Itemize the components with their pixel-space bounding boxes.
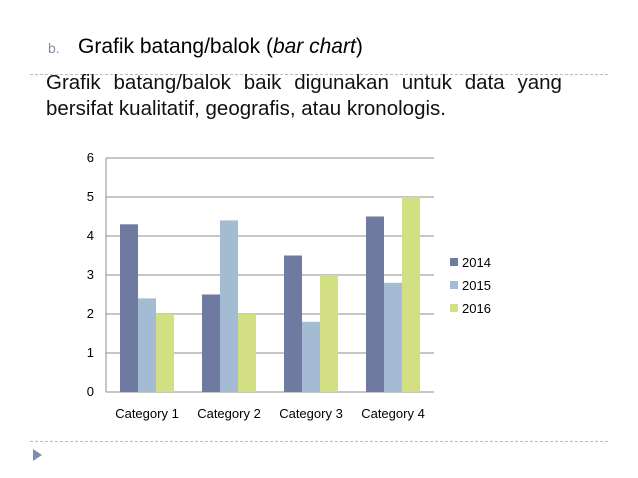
paragraph-word: data [464, 71, 505, 94]
paragraph-word: batang/balok [113, 71, 231, 94]
bottom-divider [30, 441, 608, 442]
heading-prefix: Grafik batang/balok ( [78, 35, 273, 58]
bar-2015 [138, 298, 156, 392]
bar-2015 [220, 220, 238, 392]
y-tick-label: 3 [86, 267, 94, 282]
bar-2015 [302, 322, 320, 392]
bar-2016 [402, 197, 420, 392]
legend-label: 2016 [462, 301, 491, 316]
x-tick-label: Category 4 [361, 406, 425, 421]
bar-2014 [366, 217, 384, 393]
bar-2014 [202, 295, 220, 393]
legend-label: 2015 [462, 278, 491, 293]
paragraph-line-2: bersifat kualitatif, geografis, atau kronologis. [46, 97, 446, 120]
triangle-bullet-icon [33, 449, 42, 461]
legend-swatch [450, 304, 458, 312]
heading-italic: bar chart [272, 35, 356, 58]
y-tick-label: 2 [86, 306, 94, 321]
bar-2014 [284, 256, 302, 393]
legend-swatch [450, 281, 458, 289]
x-tick-label: Category 3 [279, 406, 343, 421]
bullet-letter: b. [48, 40, 60, 56]
legend-label: 2014 [462, 255, 491, 270]
bar-2014 [120, 224, 138, 392]
paragraph-word: untuk [401, 71, 452, 94]
heading-suffix: ) [355, 35, 363, 58]
bar-2016 [238, 314, 256, 392]
paragraph-word: Grafik [46, 71, 101, 94]
x-tick-label: Category 1 [115, 406, 179, 421]
paragraph-word: yang [517, 71, 562, 94]
bar-2016 [156, 314, 174, 392]
bar-2015 [384, 283, 402, 392]
y-tick-label: 6 [86, 150, 94, 165]
paragraph-word: baik [243, 71, 282, 94]
y-tick-label: 1 [86, 345, 94, 360]
x-tick-label: Category 2 [197, 406, 261, 421]
paragraph-word: digunakan [294, 71, 389, 94]
y-tick-label: 0 [86, 384, 94, 399]
bar-2016 [320, 275, 338, 392]
y-tick-label: 4 [86, 228, 94, 243]
legend-swatch [450, 258, 458, 266]
y-tick-label: 5 [86, 189, 94, 204]
